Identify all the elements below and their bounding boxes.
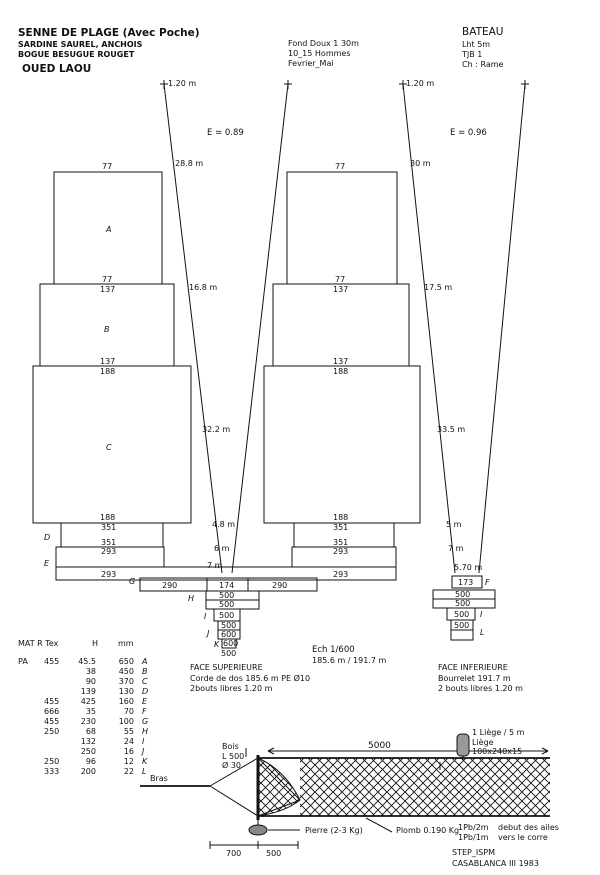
top-seg-1: 28.8 m bbox=[175, 159, 204, 168]
mat-row-10-col-4: J bbox=[142, 747, 145, 756]
bag-end: 500 bbox=[221, 649, 237, 658]
species-line-1: SARDINE SAUREL, ANCHOIS bbox=[18, 40, 143, 49]
scale-lengths: 185.6 m / 191.7 m bbox=[312, 656, 387, 665]
face-inf-line-2: 2 bouts libres 1.20 m bbox=[438, 684, 523, 693]
pb-rate-1: 1Pb/2m bbox=[458, 823, 489, 832]
mat-row-8-col-3: 55 bbox=[123, 727, 134, 736]
credit-place-date: CASABLANCA III 1983 bbox=[452, 859, 539, 868]
w-351a-l: 351 bbox=[101, 523, 117, 532]
top-e-value: E = 0.89 bbox=[207, 128, 244, 138]
mat-row-7-col-2: 230 bbox=[80, 717, 96, 726]
left-float-line bbox=[164, 84, 222, 573]
mat-row-5-col-3: 160 bbox=[118, 697, 134, 706]
mat-row-11-col-3: 12 bbox=[123, 757, 134, 766]
letter-i: I bbox=[204, 612, 207, 621]
bot-f-value: 173 bbox=[458, 578, 474, 587]
panel-c-left bbox=[33, 366, 191, 523]
mat-type: PA bbox=[18, 657, 28, 666]
pb-note-2: vers le corre bbox=[498, 833, 548, 842]
panel-c-right bbox=[264, 366, 420, 523]
mat-row-6-col-2: 35 bbox=[85, 707, 96, 716]
right-footrope bbox=[479, 84, 525, 573]
right-float-line bbox=[232, 84, 288, 573]
mat-row-9-col-4: I bbox=[142, 737, 145, 746]
w-188a-r: 188 bbox=[333, 367, 349, 376]
condition-crew: 10_15 Hommes bbox=[288, 49, 351, 58]
face-inf-title: FACE INFERIEURE bbox=[438, 663, 508, 672]
boat-tonnage: TJB 1 bbox=[462, 50, 483, 59]
bois-diameter: Ø 30 bbox=[222, 761, 242, 770]
condition-season: Fevrier_Mai bbox=[288, 59, 334, 68]
liege-spacing: 1 Liège / 5 m bbox=[472, 728, 525, 737]
condition-depth: Fond Doux 1 30m bbox=[288, 39, 359, 48]
w-188b-l: 188 bbox=[100, 513, 116, 522]
panel-b-right bbox=[273, 284, 409, 366]
w-77a-l: 77 bbox=[102, 162, 113, 171]
panel-a-right bbox=[287, 172, 397, 284]
mat-row-6-col-1: 666 bbox=[44, 707, 60, 716]
mat-row-11-col-2: 96 bbox=[85, 757, 96, 766]
mat-row-3-col-2: 90 bbox=[85, 677, 96, 686]
w-293b-r: 293 bbox=[333, 570, 349, 579]
mat-row-2-col-4: B bbox=[142, 667, 148, 676]
g-center: 174 bbox=[219, 581, 235, 590]
mat-row-11-col-4: K bbox=[142, 757, 148, 766]
boat-propulsion: Ch : Rame bbox=[462, 60, 504, 69]
w-351b-l: 351 bbox=[101, 538, 117, 547]
location: OUED LAOU bbox=[22, 63, 92, 75]
w-137a-r: 137 bbox=[333, 285, 349, 294]
mat-row-2-col-3: 450 bbox=[118, 667, 134, 676]
dim-700: 700 bbox=[226, 849, 242, 858]
mat-row-7-col-1: 455 bbox=[44, 717, 60, 726]
bot-seg-4: 5 m bbox=[446, 520, 462, 529]
letter-j: J bbox=[207, 629, 210, 638]
diagram-title: SENNE DE PLAGE (Avec Poche) bbox=[18, 27, 200, 39]
letter-k: K bbox=[214, 640, 220, 649]
w-293a-l: 293 bbox=[101, 547, 117, 556]
bag-h1: 500 bbox=[219, 591, 235, 600]
materials-table bbox=[18, 639, 148, 776]
mat-row-11-col-1: 250 bbox=[44, 757, 60, 766]
w-77a-r: 77 bbox=[335, 162, 346, 171]
w-293b-l: 293 bbox=[101, 570, 117, 579]
bois-length: L 500 bbox=[222, 752, 245, 761]
bot-bag-3: 500 bbox=[454, 621, 470, 630]
bag-k: 600 bbox=[223, 639, 239, 648]
species-line-2: BOGUE BESUGUE ROUGET bbox=[18, 50, 135, 59]
mat-row-5-col-4: E bbox=[142, 697, 148, 706]
letter-d: D bbox=[44, 533, 51, 542]
mat-row-1-col-3: 650 bbox=[118, 657, 134, 666]
mat-row-7-col-3: 100 bbox=[118, 717, 134, 726]
top-seg-5: 6 m bbox=[214, 544, 230, 553]
mat-row-10-col-3: 16 bbox=[123, 747, 134, 756]
w-137b-r: 137 bbox=[333, 357, 349, 366]
letter-g: G bbox=[129, 577, 136, 586]
mat-row-12-col-3: 22 bbox=[123, 767, 134, 776]
w-293a-r: 293 bbox=[333, 547, 349, 556]
mat-row-9-col-3: 24 bbox=[123, 737, 134, 746]
w-137b-l: 137 bbox=[100, 357, 116, 366]
bag-j1: 500 bbox=[221, 621, 237, 630]
net-length: 5000 bbox=[368, 741, 391, 751]
mat-row-4-col-4: D bbox=[142, 687, 149, 696]
letter-h: H bbox=[188, 594, 195, 603]
top-seg-4: 4.8 m bbox=[212, 520, 236, 529]
mat-header-mat: MAT R Tex bbox=[18, 639, 59, 648]
w-351a-r: 351 bbox=[333, 523, 349, 532]
mat-row-5-col-1: 455 bbox=[44, 697, 60, 706]
mat-row-8-col-2: 68 bbox=[85, 727, 96, 736]
w-77b-l: 77 bbox=[102, 275, 113, 284]
face-sup-line-1: Corde de dos 185.6 m PE Ø10 bbox=[190, 674, 311, 683]
g-left: 290 bbox=[162, 581, 178, 590]
mat-row-8-col-4: H bbox=[142, 727, 149, 736]
mat-row-1-col-1: 455 bbox=[44, 657, 60, 666]
bot-bag-1a: 500 bbox=[455, 590, 471, 599]
bag-h2: 500 bbox=[219, 600, 235, 609]
pierre-label: Pierre (2-3 Kg) bbox=[305, 826, 363, 835]
bras-label: Bras bbox=[150, 774, 168, 783]
mat-row-12-col-2: 200 bbox=[80, 767, 96, 776]
w-188b-r: 188 bbox=[333, 513, 349, 522]
bag-j2: 600 bbox=[221, 630, 237, 639]
liege-label: Liège bbox=[472, 738, 494, 747]
letter-a: A bbox=[106, 225, 112, 234]
bot-seg-1: 30 m bbox=[410, 159, 431, 168]
top-seg-3: 32.2 m bbox=[202, 425, 231, 434]
bois-label: Bois bbox=[222, 742, 239, 751]
plomb-label: Plomb 0.190 Kg bbox=[396, 826, 460, 835]
letter-b: B bbox=[104, 325, 110, 334]
mat-row-4-col-3: 130 bbox=[118, 687, 134, 696]
pierre-stone bbox=[249, 825, 267, 835]
g-right: 290 bbox=[272, 581, 288, 590]
top-float-label: 1.20 m bbox=[168, 79, 197, 88]
mat-row-6-col-3: 70 bbox=[123, 707, 134, 716]
bag-i: 500 bbox=[219, 611, 235, 620]
dim-500: 500 bbox=[266, 849, 282, 858]
bot-float-label: 1.20 m bbox=[406, 79, 435, 88]
left-footrope bbox=[403, 84, 455, 573]
mat-row-12-col-1: 333 bbox=[44, 767, 60, 776]
bot-seg-2: 17.5 m bbox=[424, 283, 453, 292]
mat-row-1-col-4: A bbox=[142, 657, 148, 666]
pb-rate-2: 1Pb/1m bbox=[458, 833, 489, 842]
face-sup-title: FACE SUPERIEURE bbox=[190, 663, 263, 672]
letter-l: L bbox=[480, 628, 485, 637]
bot-seg-5: 7 m bbox=[448, 544, 464, 553]
w-188a-l: 188 bbox=[100, 367, 116, 376]
letter-e: E bbox=[44, 559, 50, 568]
mat-row-1-col-2: 45.5 bbox=[78, 657, 96, 666]
bot-e-value: E = 0.96 bbox=[450, 128, 487, 138]
face-inf-line-1: Bourrelet 191.7 m bbox=[438, 674, 511, 683]
boat-title: BATEAU bbox=[462, 26, 504, 38]
top-seg-2: 16.8 m bbox=[189, 283, 218, 292]
pb-note-1: debut des ailes bbox=[498, 823, 559, 832]
mat-row-4-col-2: 139 bbox=[80, 687, 96, 696]
scale-label: Ech 1/600 bbox=[312, 645, 355, 655]
mat-row-9-col-2: 132 bbox=[80, 737, 96, 746]
letter-i-bottom: I bbox=[480, 610, 483, 619]
letter-f: F bbox=[485, 578, 490, 587]
mat-row-8-col-1: 250 bbox=[44, 727, 60, 736]
liege-size: 100x240x15 bbox=[472, 747, 523, 756]
mat-row-7-col-4: G bbox=[142, 717, 149, 726]
mat-row-2-col-2: 38 bbox=[85, 667, 96, 676]
mat-row-6-col-4: F bbox=[142, 707, 147, 716]
mat-row-12-col-4: L bbox=[142, 767, 147, 776]
letter-c: C bbox=[106, 443, 112, 452]
top-seg-6: 7 m bbox=[207, 561, 223, 570]
mat-row-3-col-3: 370 bbox=[118, 677, 134, 686]
bot-bag-1b: 500 bbox=[455, 599, 471, 608]
w-137a-l: 137 bbox=[100, 285, 116, 294]
bot-seg-6: 5.70 m bbox=[454, 563, 483, 572]
mat-row-10-col-2: 250 bbox=[80, 747, 96, 756]
face-sup-line-2: 2bouts libres 1.20 m bbox=[190, 684, 273, 693]
mesh-body bbox=[300, 758, 550, 816]
mat-header-mm: mm bbox=[118, 639, 134, 648]
w-77b-r: 77 bbox=[335, 275, 346, 284]
bot-bag-2: 500 bbox=[454, 610, 470, 619]
liege-float bbox=[457, 734, 469, 756]
w-351b-r: 351 bbox=[333, 538, 349, 547]
mat-row-5-col-2: 425 bbox=[80, 697, 96, 706]
bot-seg-3: 33.5 m bbox=[437, 425, 466, 434]
boat-length: Lht 5m bbox=[462, 40, 491, 49]
mat-header-h: H bbox=[92, 639, 99, 648]
credit-org: STEP_ISPM bbox=[452, 848, 496, 857]
mat-row-3-col-4: C bbox=[142, 677, 148, 686]
